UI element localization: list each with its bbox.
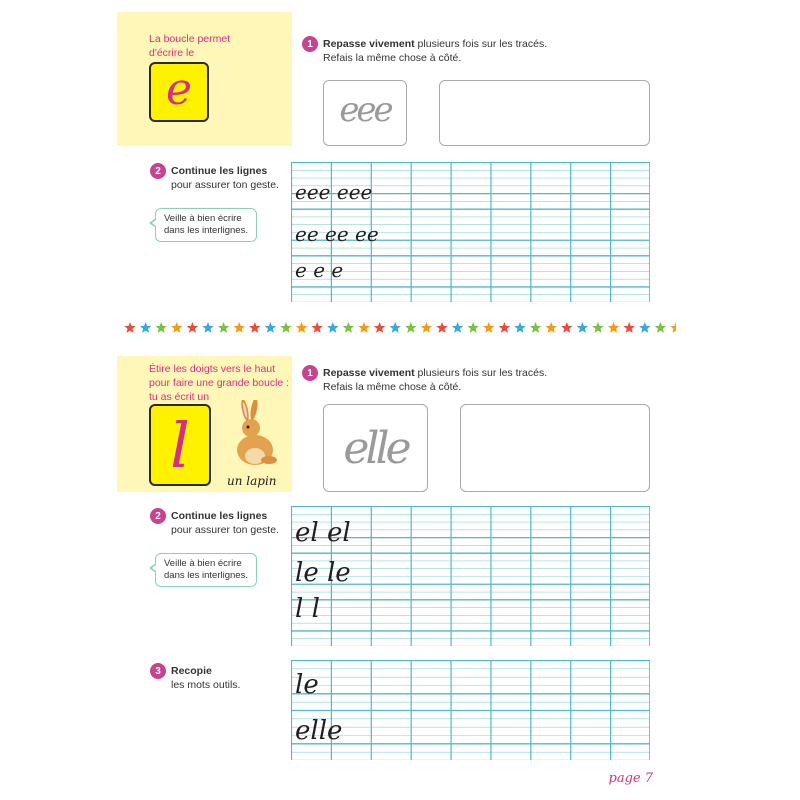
practice-line: le le bbox=[295, 558, 351, 588]
page-number: page 7 bbox=[608, 771, 653, 786]
practice-line: el el bbox=[295, 518, 351, 548]
practice-line: eee eee bbox=[295, 180, 373, 204]
step1-instruction-l: 1 Repasse vivement plusieurs fois sur les tracés. Refais la même chose à côté. bbox=[302, 366, 547, 394]
grid-lines bbox=[291, 660, 650, 760]
copy-word: elle bbox=[295, 716, 343, 746]
rabbit-icon bbox=[225, 400, 285, 470]
letter-l: l bbox=[170, 408, 190, 482]
trace-text-e: eee bbox=[339, 90, 391, 130]
practice-line: e e e bbox=[295, 258, 344, 282]
copy-grid[interactable] bbox=[291, 660, 650, 760]
intro-panel-e bbox=[117, 12, 292, 146]
rabbit-caption: un lapin bbox=[227, 474, 277, 488]
practice-line: ee ee ee bbox=[295, 222, 379, 246]
letter-box-l bbox=[149, 404, 211, 486]
intro-panel-l bbox=[117, 356, 292, 492]
step1-instruction-e: 1 Repasse vivement plusieurs fois sur les tracés. Refais la même chose à côté. bbox=[302, 37, 547, 65]
star-divider bbox=[124, 320, 676, 336]
step3-instruction: 3 Recopie les mots outils. bbox=[150, 664, 240, 692]
step-number: 2 bbox=[150, 163, 166, 179]
step-number: 3 bbox=[150, 663, 166, 679]
tip-bubble-e: Veille à bien écrire dans les interlignes. bbox=[155, 208, 257, 242]
copy-word: le bbox=[295, 670, 319, 700]
letter-e: e bbox=[165, 63, 193, 115]
tip-bubble-l: Veille à bien écrire dans les interlignes. bbox=[155, 553, 257, 587]
step-number: 2 bbox=[150, 508, 166, 524]
practice-line: l l bbox=[295, 594, 320, 624]
copy-box-e[interactable] bbox=[439, 80, 650, 146]
step-number: 1 bbox=[302, 365, 318, 381]
trace-box-e bbox=[323, 80, 407, 146]
copy-box-l[interactable] bbox=[460, 404, 650, 492]
step2-instruction-l: 2 Continue les lignes pour assurer ton geste. bbox=[150, 509, 279, 537]
writing-grid-e[interactable] bbox=[291, 162, 650, 302]
intro-text-l: Étire les doigts vers le haut pour faire une grande boucle : tu as écrit un bbox=[149, 363, 290, 403]
writing-grid-l[interactable] bbox=[291, 506, 650, 646]
trace-box-l bbox=[323, 404, 428, 492]
trace-text-l: elle bbox=[343, 422, 408, 474]
step2-instruction-e: 2 Continue les lignes pour assurer ton geste. bbox=[150, 164, 279, 192]
intro-text-e: La boucle permet d'écrire le bbox=[149, 33, 231, 59]
letter-box-e bbox=[149, 62, 209, 122]
step-number: 1 bbox=[302, 36, 318, 52]
